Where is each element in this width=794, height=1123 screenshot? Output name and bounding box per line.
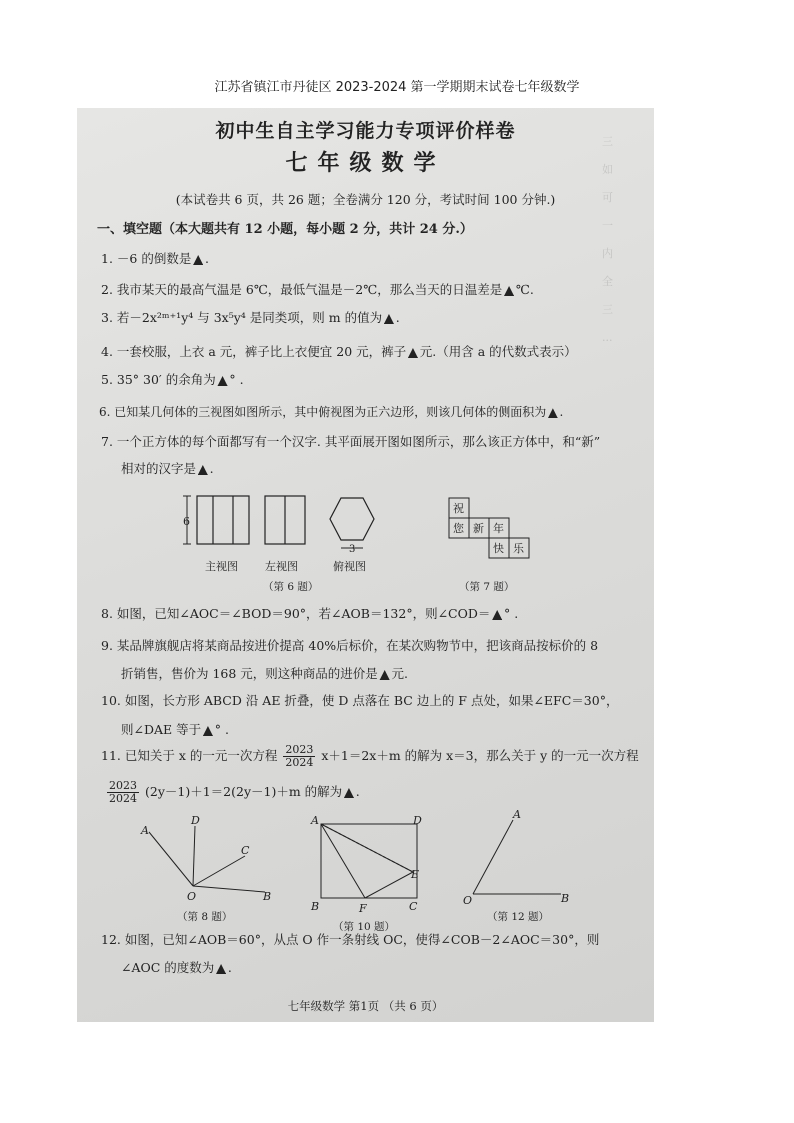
width-label: 3 <box>349 544 356 555</box>
label-o: O <box>463 894 473 907</box>
page-footer: 七年级数学 第1页 （共 6 页） <box>287 999 444 1013</box>
answer-blank: ▲ <box>216 960 226 975</box>
exam-photo <box>77 108 654 1022</box>
label-o: O <box>187 890 197 903</box>
question-5: 5. 35° 30′ 的余角为 ▲ ° . <box>101 372 244 387</box>
label-a: A <box>311 814 319 827</box>
question-10: 10. 如图，长方形 ABCD 沿 AE 折叠，使 D 点落在 BC 边上的 F 点处，如果∠EFC＝30°， <box>101 693 619 708</box>
net-cell-kuai: 快 <box>493 542 504 555</box>
section-heading: 一、填空题（本大题共有 12 小题，每小题 2 分，共计 24 分.） <box>97 222 473 237</box>
left-view <box>265 496 305 544</box>
question-6: 6. 已知某几何体的三视图如图所示，其中俯视图为正六边形，则该几何体的侧面积为 ▲ . <box>99 405 564 419</box>
top-view-label: 俯视图 <box>333 560 366 573</box>
figure-10-rectangle <box>321 824 420 898</box>
label-b: B <box>561 892 570 905</box>
bleed-through-text: 三 如 可 一 内 全 三 ... <box>602 135 613 344</box>
figure-8-rays <box>149 826 265 892</box>
label-b: B <box>263 890 272 903</box>
question-1: 1. －6 的倒数是 ▲ . <box>101 251 209 266</box>
answer-blank: ▲ <box>379 666 390 681</box>
front-view-label: 主视图 <box>205 560 238 573</box>
question-9-cont: 折销售，售价为 168 元，则这种商品的进价是 ▲ 元. <box>121 666 408 681</box>
question-9: 9. 某品牌旗舰店将某商品按进价提高 40%后标价，在某次购物节中，把该商品按标价的 8 <box>101 638 599 653</box>
figure-10-caption: （第 10 题） <box>333 921 396 933</box>
net-cell-xin: 新 <box>473 522 484 535</box>
label-f: F <box>359 902 367 915</box>
figure-10 <box>309 812 429 942</box>
question-2: 2. 我市某天的最高气温是 6℃，最低气温是－2℃，那么当天的日温差是 ▲ ℃. <box>101 282 534 297</box>
label-e: E <box>411 868 420 881</box>
three-views-figure <box>177 492 387 592</box>
question-10-cont: 则∠DAE 等于 ▲ ° . <box>121 722 229 737</box>
fraction-2023-2024: $\frac{2023}{2024}$ <box>109 779 137 805</box>
exam-subject: 七年级数学 <box>285 150 446 176</box>
answer-blank: ▲ <box>548 405 558 419</box>
answer-blank: ▲ <box>408 344 418 359</box>
label-d: D <box>413 814 422 827</box>
answer-blank: ▲ <box>217 372 228 387</box>
answer-blank: ▲ <box>344 784 354 799</box>
label-d: D <box>191 814 200 827</box>
question-3: 3. 若－2x²ᵐ⁺¹y⁴ 与 3x⁵y⁴ 是同类项，则 m 的值为 ▲ . <box>101 310 400 325</box>
label-a: A <box>513 808 521 821</box>
label-c: C <box>241 844 250 857</box>
question-12: 12. 如图，已知∠AOB＝60°，从点 O 作一条射线 OC，使得∠COB－2∠AOC＝30°，则 <box>101 932 600 947</box>
figure-6-caption: （第 6 题） <box>263 581 319 592</box>
figure-7-caption: （第 7 题） <box>459 581 515 593</box>
figure-12-caption: （第 12 题） <box>487 911 550 923</box>
answer-blank: ▲ <box>198 461 208 476</box>
net-cell-nian: 年 <box>493 522 504 535</box>
question-4: 4. 一套校服，上衣 a 元，裤子比上衣便宜 20 元，裤子 ▲ 元.（用含 a 的代数式表示） <box>101 344 577 359</box>
question-8: 8. 如图，已知∠AOC＝∠BOD＝90°，若∠AOB＝132°，则∠COD＝ ▲ ° . <box>101 606 519 621</box>
question-7: 7. 一个正方体的每个面都写有一个汉字. 其平面展开图如图所示，那么该正方体中，和“新” <box>101 434 601 449</box>
figure-12-rays <box>473 820 561 894</box>
figure-8 <box>139 812 279 924</box>
front-view <box>197 496 249 544</box>
label-a: A <box>141 824 149 837</box>
net-cell-zhu: 祝 <box>453 502 464 515</box>
label-c: C <box>409 900 418 913</box>
height-label: 6 <box>183 515 190 528</box>
figure-12 <box>457 808 577 924</box>
question-7-cont: 相对的汉字是 ▲ . <box>121 461 214 476</box>
label-b: B <box>311 900 320 913</box>
figure-8-caption: （第 8 题） <box>177 911 233 923</box>
question-12-cont: ∠AOC 的度数为 ▲ . <box>121 960 232 975</box>
answer-blank: ▲ <box>504 282 514 297</box>
document-header: 江苏省镇江市丹徒区 2023-2024 第一学期期末试卷七年级数学 <box>214 80 580 95</box>
exam-note: (本试卷共 6 页，共 26 题；全卷满分 120 分，考试时间 100 分钟.) <box>175 192 556 207</box>
top-view-hexagon <box>330 498 374 540</box>
fraction-2023-2024: $\frac{2023}{2024}$ <box>285 743 314 769</box>
question-11-cont: $\frac{2023}{2024}$ (2y－1)＋1＝2(2y－1)＋m 的解为 ▲ . <box>109 779 360 805</box>
cube-net-figure <box>445 496 565 596</box>
answer-blank: ▲ <box>193 251 203 266</box>
exam-title: 初中生自主学习能力专项评价样卷 <box>215 120 516 142</box>
net-cell-nin: 您 <box>453 522 464 535</box>
answer-blank: ▲ <box>203 722 213 737</box>
answer-blank: ▲ <box>384 310 394 325</box>
question-11: 11. 已知关于 x 的一元一次方程 $\frac{2023}{2024}$ x＋1＝2x＋m 的解为 x＝3，那么关于 y 的一元一次方程 <box>101 743 639 769</box>
left-view-label: 左视图 <box>265 560 298 573</box>
answer-blank: ▲ <box>492 606 503 621</box>
net-cell-le: 乐 <box>513 542 524 555</box>
